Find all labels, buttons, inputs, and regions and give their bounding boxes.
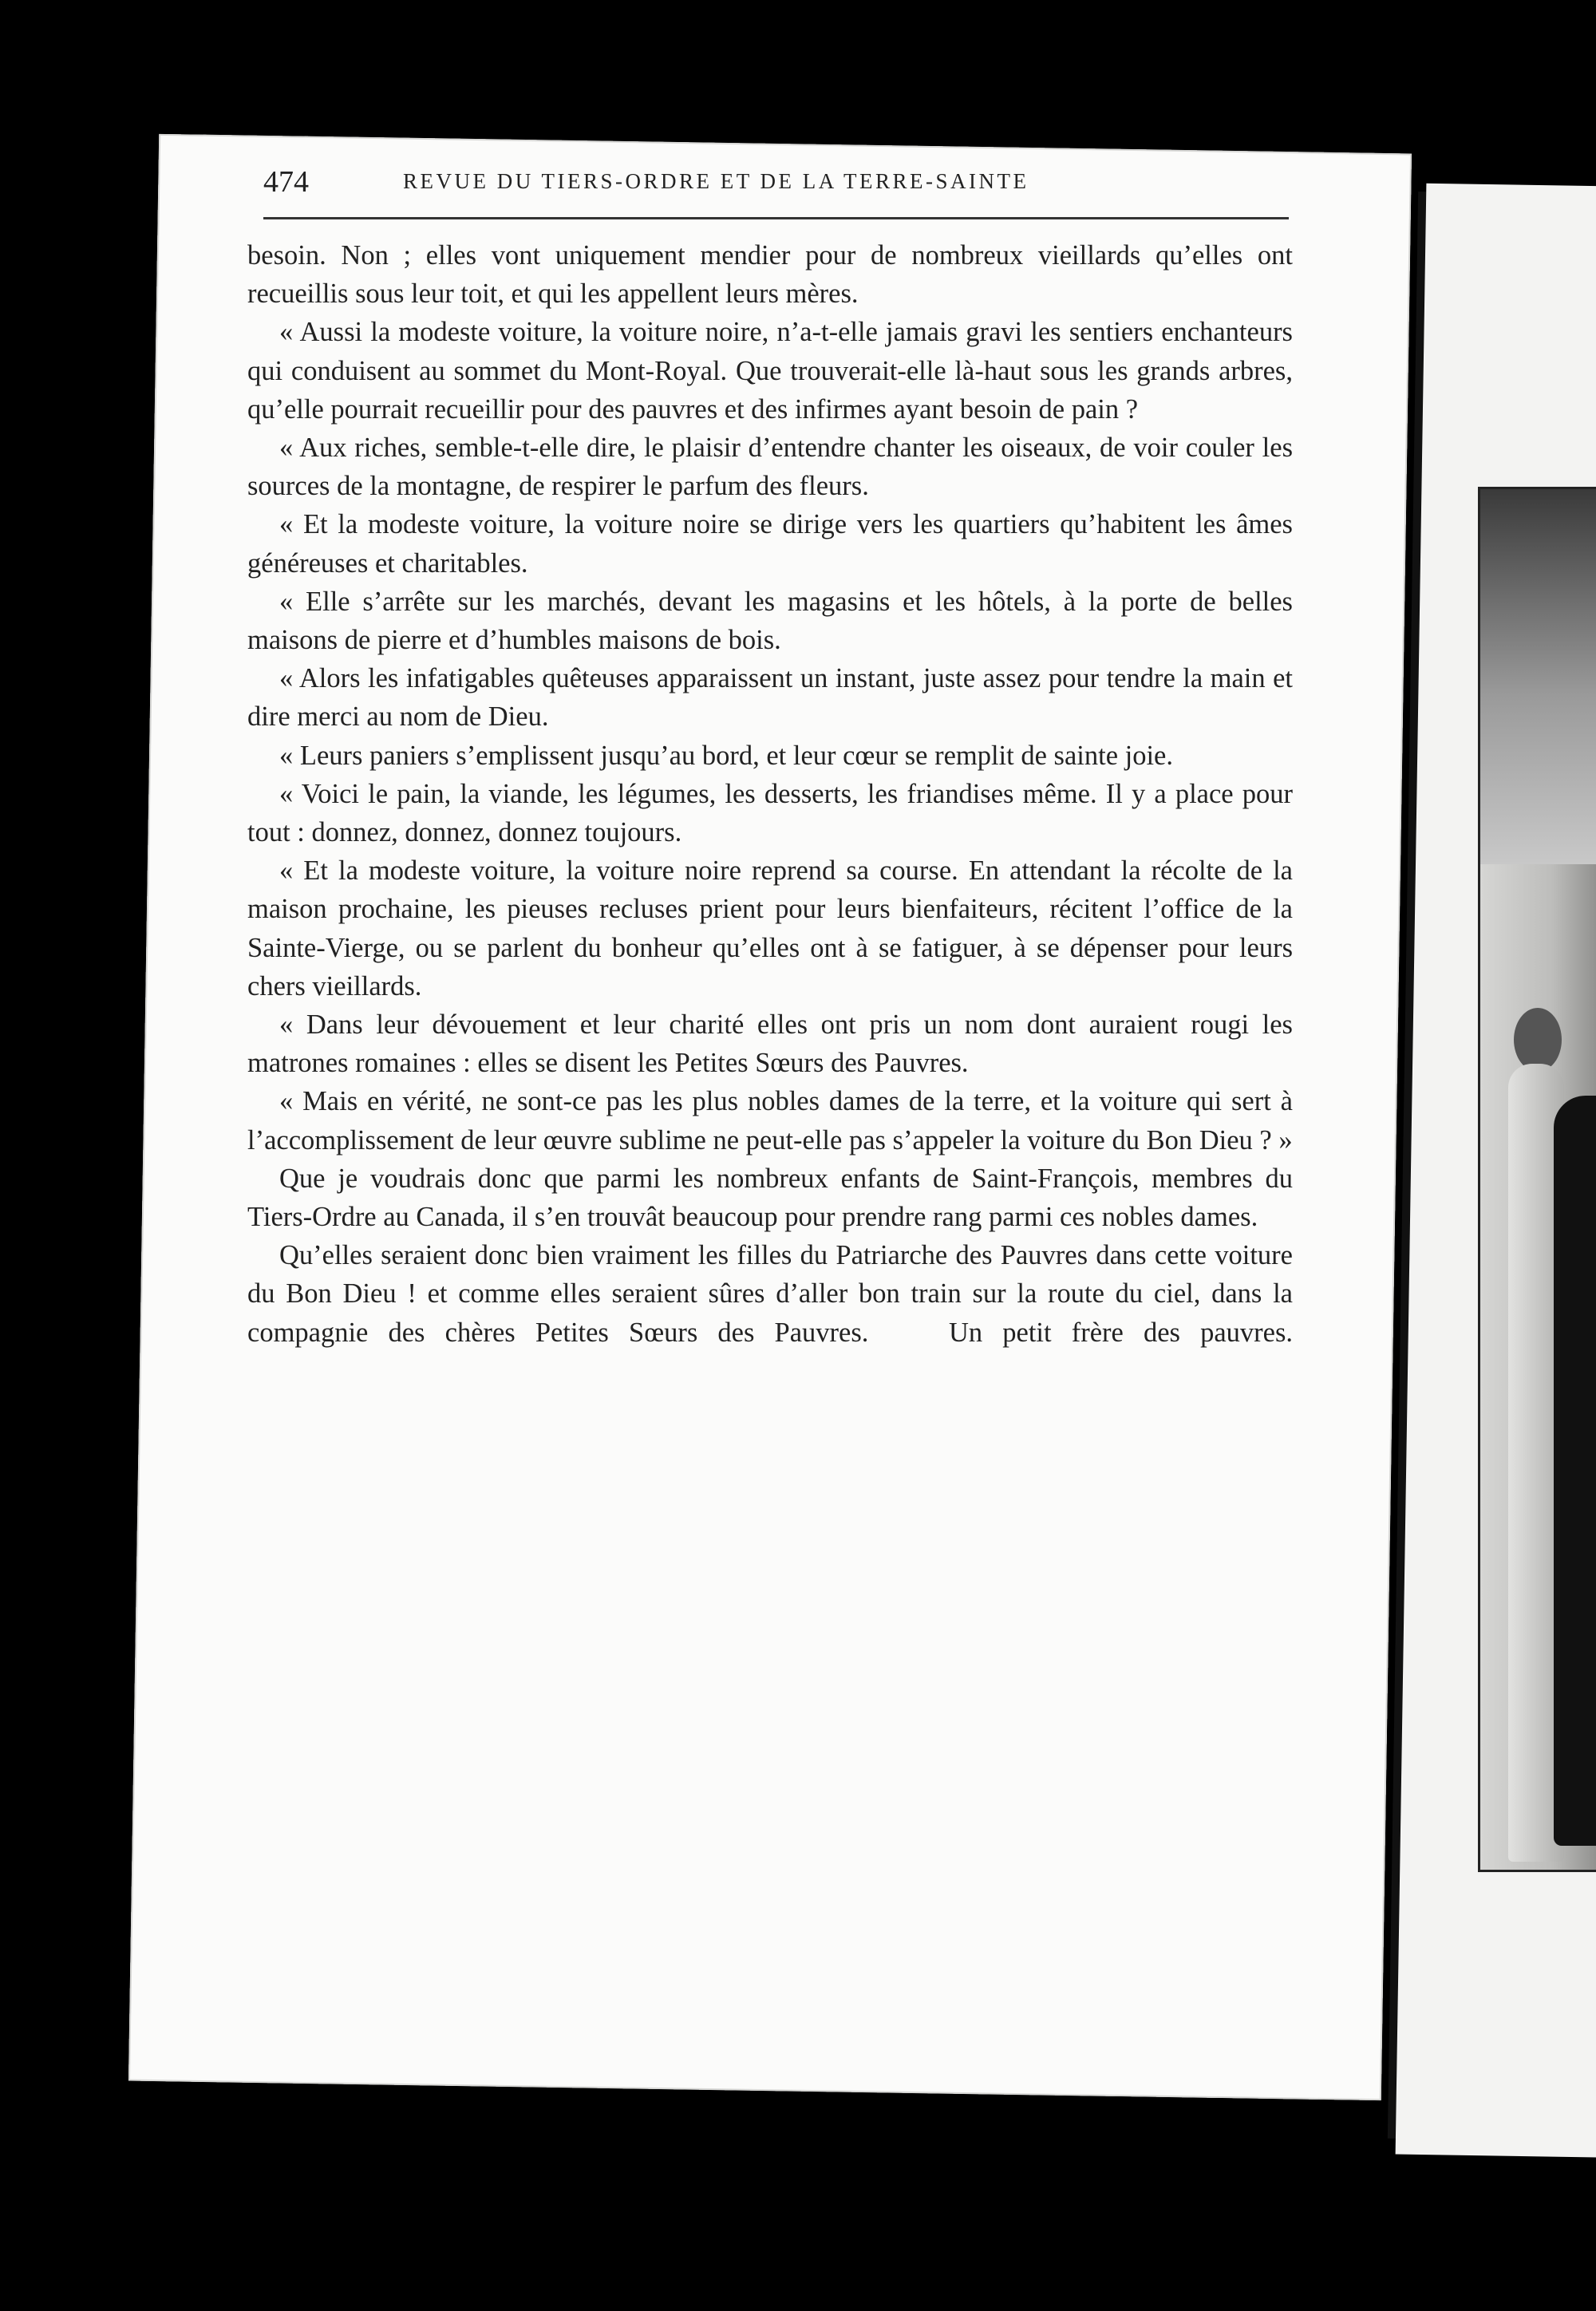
- paragraph: « Et la modeste voiture, la voiture noire se dirige vers les quartiers qu’habitent les âmes généreuses et charitables.: [247, 509, 1293, 579]
- closing-text: Qu’elles seraient donc bien vraiment les filles du Patriarche des Pauvres dans cette voiture du Bon Dieu ! et comme elles seraient sûres d’aller bon train sur la route du ciel, dans la compagnie des chères Petites Sœurs des Pauvres.: [247, 1240, 1293, 1348]
- header-rule: [263, 217, 1289, 219]
- paragraph: « Et la modeste voiture, la voiture noire reprend sa course. En attendant la récolte de la maison prochaine, les pieuses recluses prient pour leurs bienfaiteurs, récitent l’office de la Sainte-Vierge, ou se parlent du bonheur qu’elles ont à se fatiguer, à se dépenser pour leurs chers vieillards.: [247, 855, 1293, 1001]
- closing-paragraph: [247, 1236, 1293, 1352]
- photo-person-head: [1514, 1008, 1562, 1072]
- paragraph: « Leurs paniers s’emplissent jusqu’au bord, et leur cœur se remplit de sainte joie.: [279, 740, 1173, 771]
- paragraph: « Aux riches, semble-t-elle dire, le plaisir d’entendre chanter les oiseaux, de voir couler les sources de la montagne, de respirer le parfum des fleurs.: [247, 433, 1293, 502]
- facing-page-photograph: [1478, 487, 1596, 1872]
- page-number: 474: [263, 165, 309, 199]
- paragraph: « Aussi la modeste voiture, la voiture noire, n’a-t-elle jamais gravi les sentiers enchanteurs qui conduisent au sommet du Mont-Royal. Que trouverait-elle là-haut sous les grands arbres, qu’elle pourrait recueillir pour des pauvres et des infirmes ayant besoin de pain ?: [247, 317, 1293, 425]
- paragraph: Que je voudrais donc que parmi les nombreux enfants de Saint-François, membres du Tiers-Ordre au Canada, il s’en trouvât beaucoup pour prendre rang parmi ces nobles dames.: [247, 1163, 1293, 1233]
- photo-horse: [1554, 1096, 1596, 1846]
- photo-sky: [1480, 489, 1596, 864]
- body-text: [247, 236, 1293, 1352]
- paragraph: « Alors les infatigables quêteuses apparaissent un instant, juste assez pour tendre la main et dire merci au nom de Dieu.: [247, 663, 1293, 733]
- paragraph: « Dans leur dévouement et leur charité elles ont pris un nom dont auraient rougi les matrones romaines : elles se disent les Petites Sœurs des Pauvres.: [247, 1009, 1293, 1079]
- paragraph: « Elle s’arrête sur les marchés, devant les magasins et les hôtels, à la porte de belles maisons de pierre et d’humbles maisons de bois.: [247, 586, 1293, 656]
- author-signature: Un petit frère des pauvres.: [948, 1317, 1293, 1348]
- page-header: [263, 164, 1289, 212]
- paragraph: « Voici le pain, la viande, les légumes, les desserts, les friandises même. Il y a place pour tout : donnez, donnez, donnez toujours.: [247, 778, 1293, 848]
- paragraph: besoin. Non ; elles vont uniquement mendier pour de nombreux vieillards qu’elles ont recueillis sous leur toit, et qui les appellent leurs mères.: [247, 240, 1293, 310]
- running-head: REVUE DU TIERS-ORDRE ET DE LA TERRE-SAINTE: [403, 169, 1029, 193]
- paragraph: « Mais en vérité, ne sont-ce pas les plus nobles dames de la terre, et la voiture qui sert à l’accomplissement de leur œuvre sublime ne peut-elle pas s’appeler la voiture du Bon Dieu ? »: [247, 1086, 1293, 1156]
